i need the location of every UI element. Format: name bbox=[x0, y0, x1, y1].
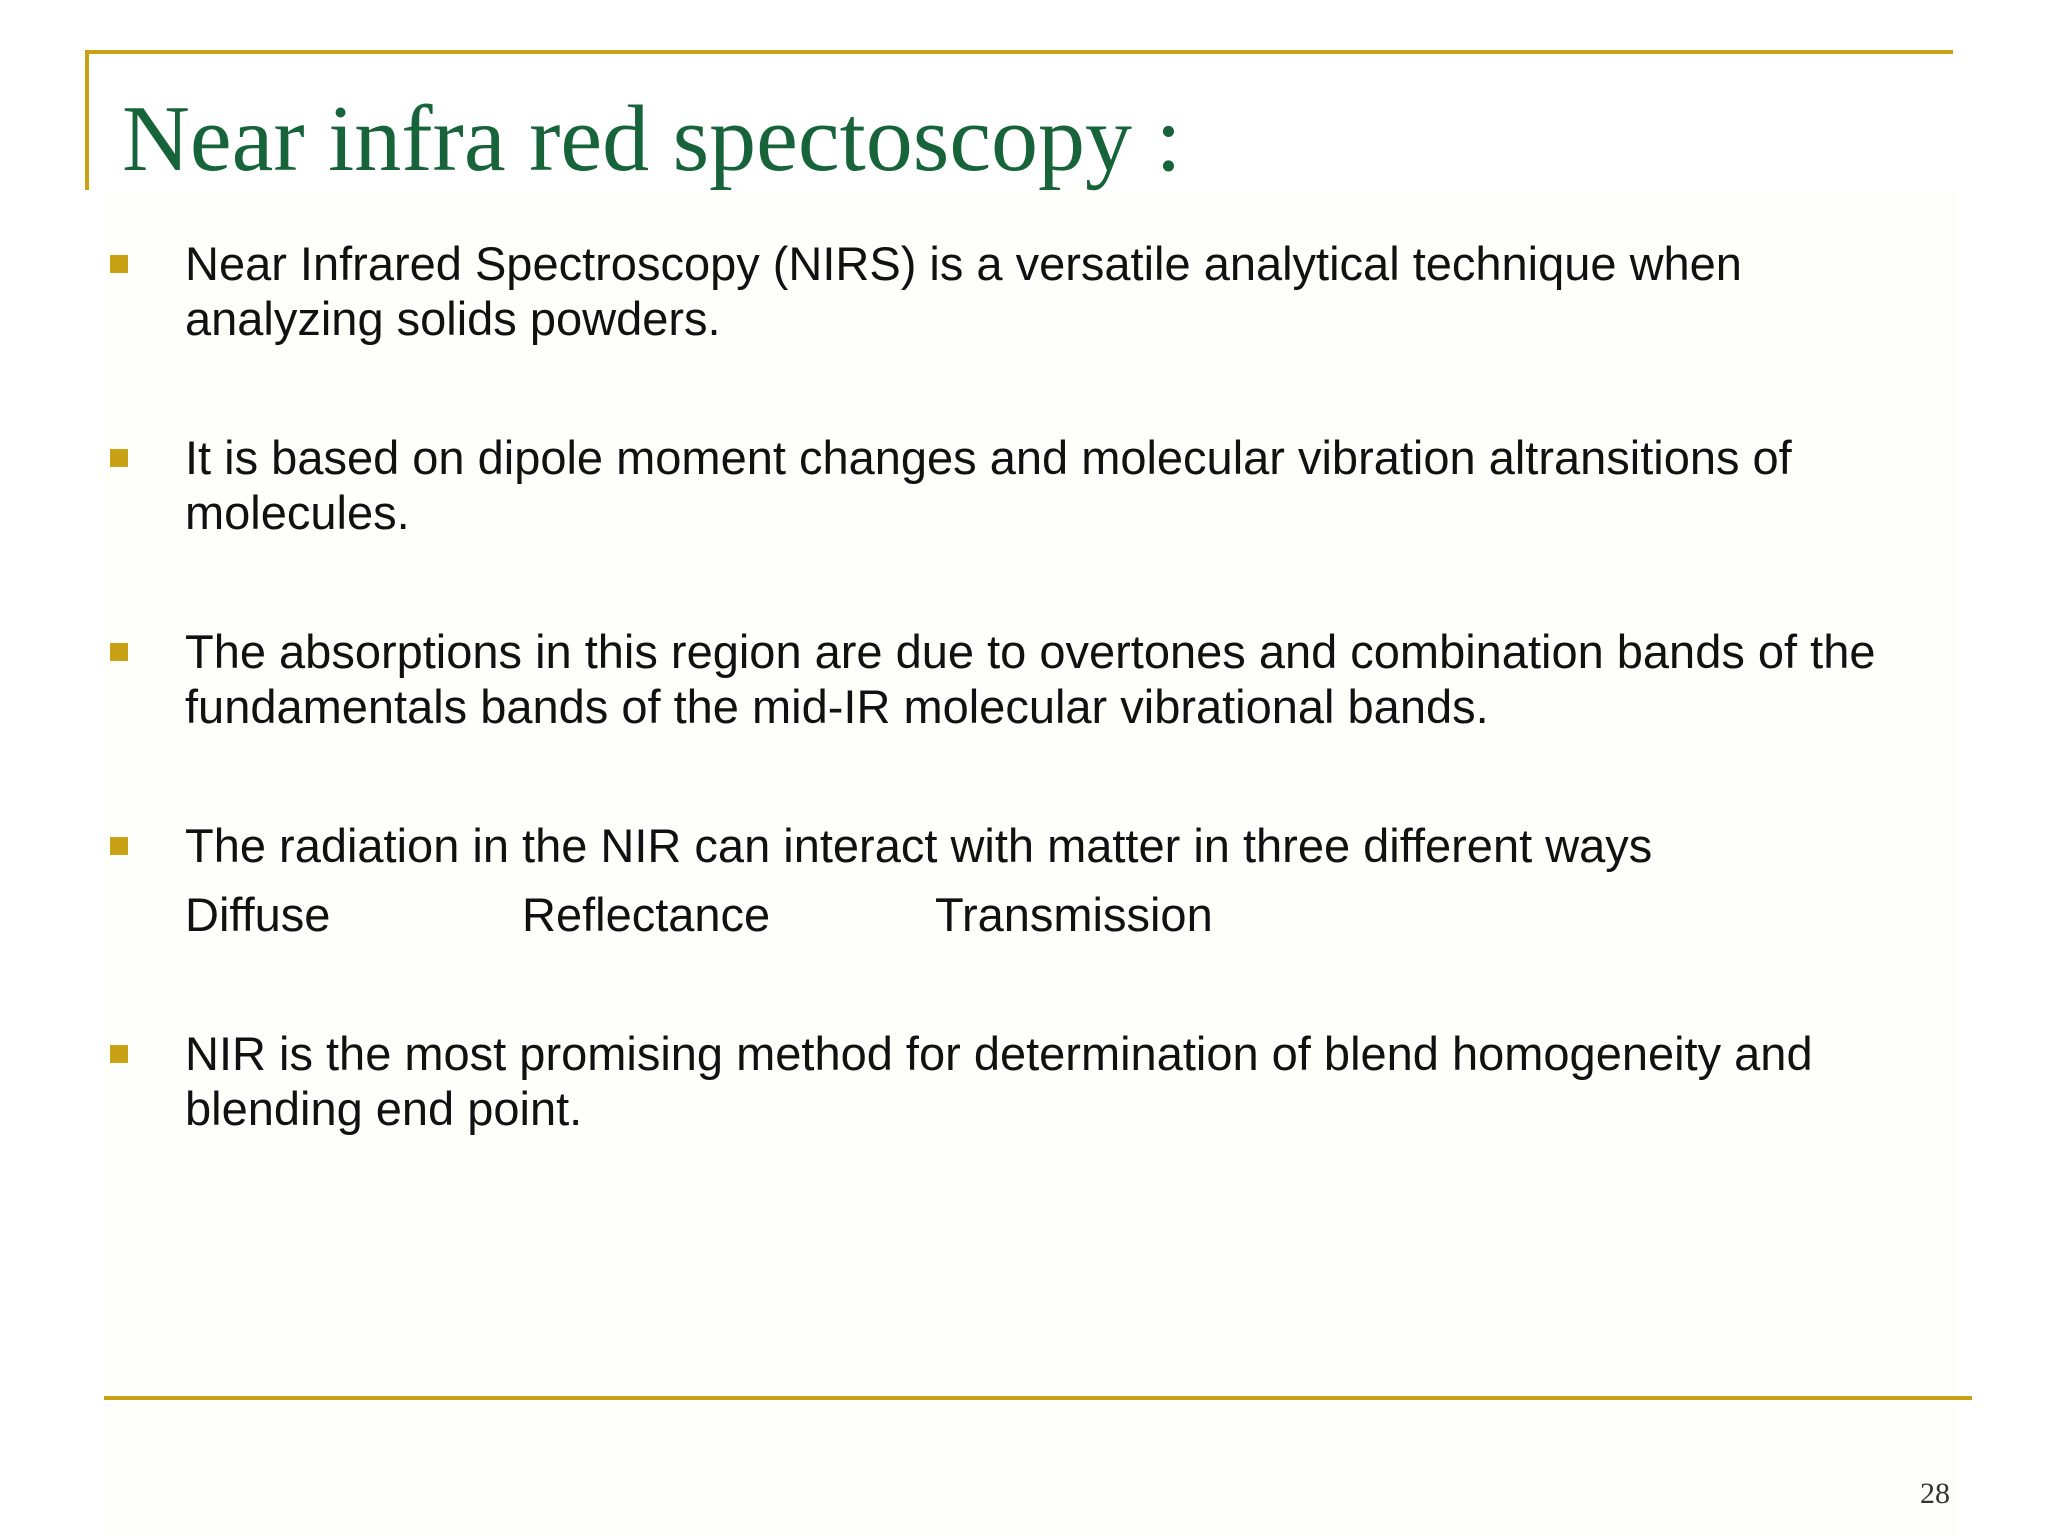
title-frame-top-rule bbox=[85, 50, 1953, 54]
interaction-ways-row bbox=[185, 887, 1930, 942]
bullet-text: The absorptions in this region are due to overtones and combination bands of the fundamentals bands of the mid-IR molecular vibrational bands. bbox=[185, 625, 1876, 733]
bullet-text: Near Infrared Spectroscopy (NIRS) is a versatile analytical technique when analyzing solids powders. bbox=[185, 237, 1742, 345]
square-bullet-icon bbox=[110, 449, 128, 467]
way-reflectance: Reflectance bbox=[522, 888, 771, 941]
way-diffuse: Diffuse bbox=[185, 888, 331, 941]
footer-rule bbox=[104, 1396, 1972, 1400]
bullet-item bbox=[110, 236, 1930, 346]
bullet-item bbox=[110, 1026, 1930, 1136]
way-transmission: Transmission bbox=[935, 888, 1213, 941]
slide-title: Near infra red spectoscopy : bbox=[122, 87, 1182, 191]
bullet-text: NIR is the most promising method for determination of blend homogeneity and blending end point. bbox=[185, 1027, 1813, 1135]
title-frame-left-rule bbox=[85, 50, 89, 190]
bullet-item bbox=[110, 430, 1930, 540]
square-bullet-icon bbox=[110, 1045, 128, 1063]
square-bullet-icon bbox=[110, 837, 128, 855]
bullet-text: It is based on dipole moment changes and molecular vibration altransitions of molecules. bbox=[185, 431, 1792, 539]
page-number: 28 bbox=[1920, 1477, 1950, 1510]
square-bullet-icon bbox=[110, 643, 128, 661]
bullet-item bbox=[110, 624, 1930, 734]
square-bullet-icon bbox=[110, 255, 128, 273]
bullet-list bbox=[110, 236, 1930, 1220]
bullet-text: The radiation in the NIR can interact with matter in three different ways bbox=[185, 819, 1653, 872]
bullet-item bbox=[110, 818, 1930, 942]
